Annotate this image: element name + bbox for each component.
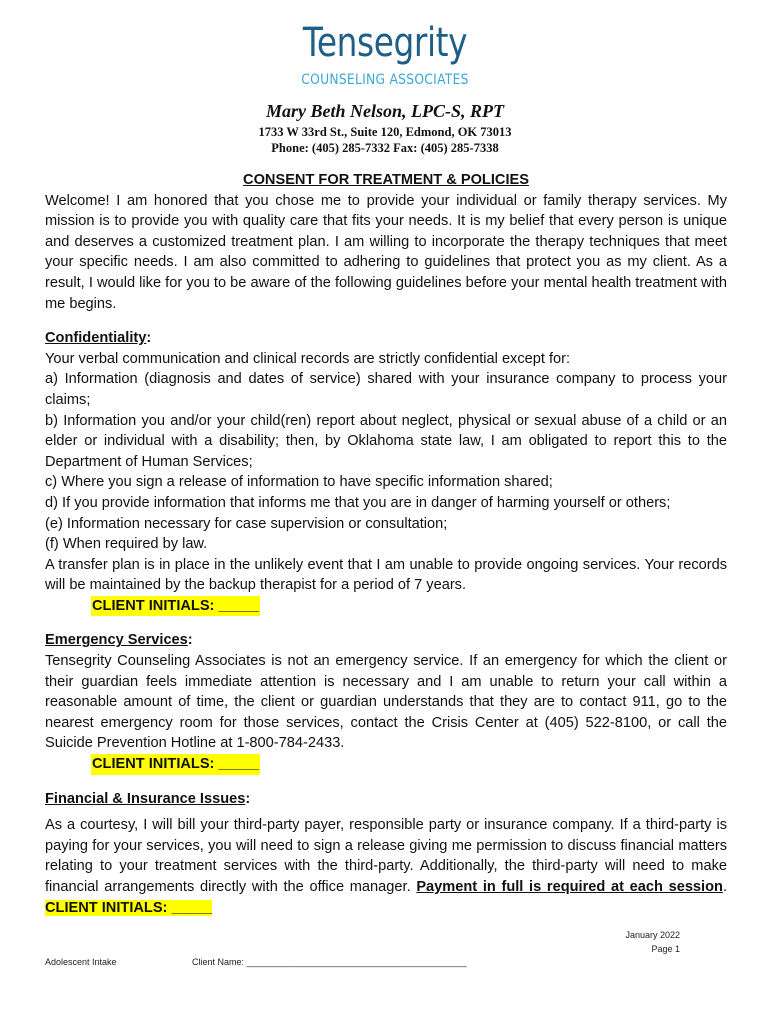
confidentiality-item-a: a) Information (diagnosis and dates of service) shared with your insurance company to process your claims; <box>45 371 727 408</box>
financial-heading: Financial & Insurance Issues <box>45 790 246 807</box>
payment-policy: Payment in full is required at each session <box>416 879 723 895</box>
confidentiality-item-d: d) If you provide information that informs me that you are in danger of harming yourself or others; <box>45 494 671 511</box>
financial-body: As a courtesy, I will bill your third-party payer, responsible party or insurance company. If a third-party is paying for your services, you will need to sign a release giving me permission to discuss financial matters relating to your treatment services with the third-party. Additionally, the third-party will need to make financial arrangements directly with the office manager. <box>45 817 727 895</box>
client-initials-field[interactable]: CLIENT INITIALS: _____ <box>45 899 213 916</box>
therapist-name: Mary Beth Nelson, LPC-S, RPT <box>265 101 504 121</box>
emergency-heading: Emergency Services <box>45 632 188 649</box>
sentence-end: . <box>722 879 727 895</box>
intro-paragraph: Welcome! I am honored that you chose me to provide your individual or family therapy services. My mission is to provide you with quality care that fits your needs. It is my belief that every person is unique and deserves a customized treatment plan. I am willing to incorporate the therapy techniques that meet your specific needs. I am also committed to adhering to guidelines that protect you as my client. As a result, I would like for you to be aware of the following guidelines before your mental health treatment with me begins. <box>45 192 727 312</box>
spacer <box>45 775 727 789</box>
transfer-plan: A transfer plan is in place in the unlikely event that I am unable to provide ongoing services. Your records will be maintained by the backup therapist for a period of 7 years. <box>45 556 727 594</box>
confidentiality-item-c: c) Where you sign a release of information to have specific information shared; <box>45 474 553 491</box>
confidentiality-item-e: (e) Information necessary for case supervision or consultation; <box>45 515 448 532</box>
phone-fax-line: Phone: (405) 285-7332 Fax: (405) 285-7338 <box>271 141 499 155</box>
address-line: 1733 W 33rd St., Suite 120, Edmond, OK 73013 <box>258 125 512 139</box>
footer-form-name: Adolescent Intake <box>45 957 117 967</box>
heading-colon: : <box>187 632 193 649</box>
client-initials-field[interactable]: CLIENT INITIALS: _____ <box>91 754 260 775</box>
confidentiality-item-f: (f) When required by law. <box>45 536 208 553</box>
footer-date: January 2022 <box>625 930 680 940</box>
document-title: CONSENT FOR TREATMENT & POLICIES <box>243 172 529 188</box>
confidentiality-section <box>45 328 727 616</box>
spacer <box>45 314 727 328</box>
confidentiality-item-b: b) Information you and/or your child(ren) report about neglect, physical or sexual abuse of a child or an elder or individual with a disability; then, by Oklahoma state law, I am obligated to report this to the Department of Human Services; <box>45 412 727 470</box>
confidentiality-lead: Your verbal communication and clinical records are strictly confidential except for: <box>45 350 571 367</box>
confidentiality-heading: Confidentiality <box>45 330 147 347</box>
heading-colon: : <box>245 790 251 807</box>
document-body <box>45 170 727 918</box>
footer-page-number: Page 1 <box>651 944 680 954</box>
spacer <box>45 616 727 630</box>
financial-text <box>45 815 727 918</box>
logo-subtitle: COUNSELING ASSOCIATES <box>301 72 469 88</box>
footer-client-name-field[interactable]: Client Name: ____________________________________________ <box>192 957 467 967</box>
heading-colon: : <box>146 330 152 347</box>
financial-section <box>45 789 727 919</box>
emergency-section <box>45 630 727 774</box>
client-initials-field[interactable]: CLIENT INITIALS: _____ <box>91 596 260 617</box>
emergency-text: Tensegrity Counseling Associates is not an emergency service. If an emergency for which the client or their guardian feels immediate attention is necessary and I am unable to return your call within a reasonable amount of time, the client or guardian understands that they are to contact 911, go to the nearest emergency room for those services, contact the Crisis Center at (405) 522-8100, or call the Suicide Prevention Hotline at 1-800-784-2433. <box>45 653 727 752</box>
logo-wordmark: Tensegrity <box>302 20 468 66</box>
